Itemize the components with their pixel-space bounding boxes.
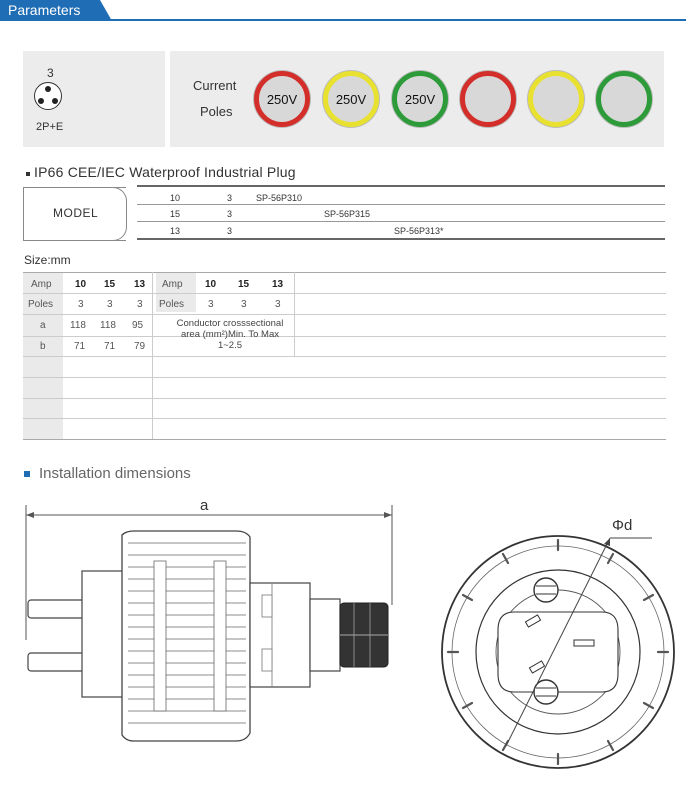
size-poles-label: Poles [28,299,54,310]
model-amp: 13 [170,226,181,236]
size-rule [23,356,666,357]
plug-side-view-drawing [14,495,424,770]
size-poles-label: Poles [159,299,185,310]
size-poles: 3 [241,299,247,310]
model-rule [137,204,665,205]
size-rule-top [23,272,666,273]
conductor-note [160,318,300,351]
model-poles: 3 [227,193,233,203]
color-ring-red [460,71,516,127]
pin-label: 2P+E [36,121,64,133]
model-rule-bottom [137,238,665,240]
size-amp: 10 [75,279,87,290]
size-title: Size:mm [24,253,71,267]
color-ring-green [596,71,652,127]
model-amp: 15 [170,209,181,219]
color-ring-yellow [528,71,584,127]
size-a: 95 [132,320,144,331]
size-rule [23,377,666,378]
size-poles: 3 [78,299,84,310]
model-code: SP-56P315 [324,209,371,219]
size-poles: 3 [208,299,214,310]
size-poles: 3 [275,299,281,310]
size-a: 118 [70,320,86,331]
model-code: SP-56P313* [394,226,444,236]
bullet-icon [24,471,30,477]
size-rule-bottom [23,439,666,440]
model-amp: 10 [170,193,181,203]
size-amp: 13 [134,279,146,290]
size-rule [23,293,666,294]
voltage-ring-red: 250V [254,71,310,127]
size-amp: 10 [205,279,217,290]
size-amp-label: Amp [162,279,183,290]
pin-dot-icon [45,86,51,92]
dimension-a-label: a [200,497,209,514]
size-amp: 15 [104,279,116,290]
size-a: 118 [100,320,116,331]
installation-title: Installation dimensions [39,465,191,482]
current-label: Current [193,78,237,93]
dimension-d-label: Φd [612,517,633,534]
bullet-icon [26,172,30,176]
size-rule [23,314,666,315]
model-rule-top [137,185,665,187]
pin-dot-icon [52,98,58,104]
size-poles: 3 [107,299,113,310]
plug-title: IP66 CEE/IEC Waterproof Industrial Plug [34,164,296,180]
header-title: Parameters [8,2,81,18]
voltage-ring-green: 250V [392,71,448,127]
model-poles: 3 [227,209,233,219]
pin-layout-icon [34,82,62,110]
pin-dot-icon [38,98,44,104]
conductor-note-line: Conductor crosssectional [176,318,284,329]
conductor-note-line: 1~2.5 [217,340,243,351]
size-b-label: b [40,341,46,352]
model-poles: 3 [227,226,233,236]
model-box-curve [100,187,127,241]
poles-label: Poles [200,104,233,119]
size-rule [23,398,666,399]
conductor-note-line: area (mm²)Min. To Max [180,329,279,340]
size-a-label: a [40,320,46,331]
plug-front-view-drawing [438,500,678,780]
model-label: MODEL [53,206,99,220]
size-amp-label: Amp [31,279,52,290]
size-b: 71 [74,341,86,352]
size-amp: 13 [272,279,284,290]
voltage-ring-yellow: 250V [323,71,379,127]
model-rule [137,221,665,222]
size-rule [23,418,666,419]
size-b: 71 [104,341,116,352]
size-poles: 3 [137,299,143,310]
pin-number: 3 [47,66,54,80]
size-divider [152,272,153,439]
size-rule [23,336,666,337]
size-amp: 15 [238,279,250,290]
model-code: SP-56P310 [256,193,303,203]
size-b: 79 [134,341,146,352]
